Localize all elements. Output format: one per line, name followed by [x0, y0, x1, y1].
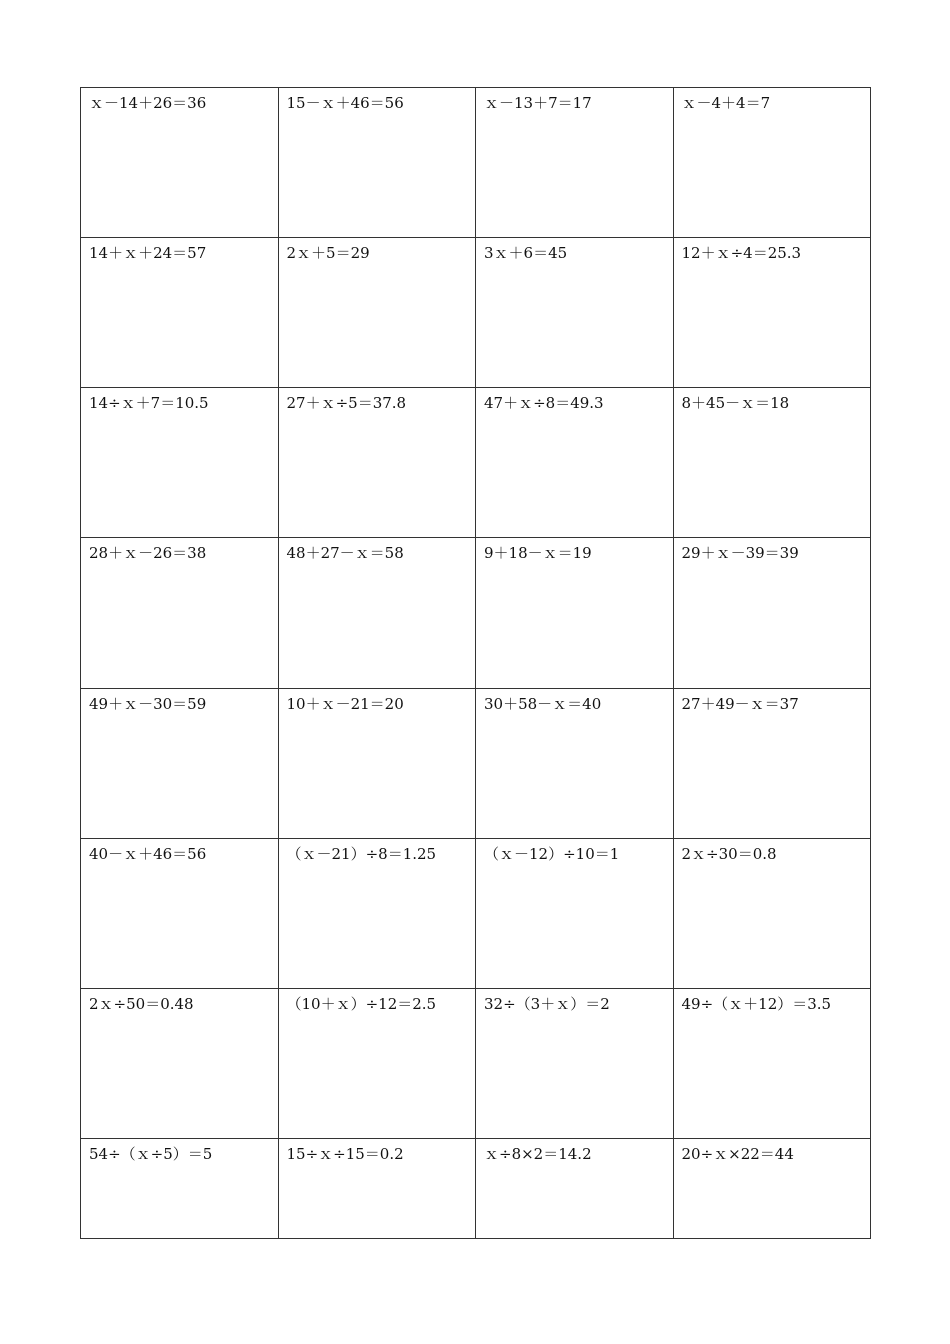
equation-text: 14÷ｘ＋7＝10.5 [89, 394, 209, 413]
equation-cell [278, 1138, 476, 1238]
equation-cell [673, 88, 871, 238]
equation-text: ｘ－14＋26＝36 [89, 94, 207, 112]
worksheet-row [81, 988, 871, 1138]
equation-text: 15÷ｘ÷15＝0.2 [286, 1144, 404, 1163]
equation-text: 2ｘ÷30＝0.8 [681, 844, 777, 863]
worksheet-row [81, 538, 871, 688]
equation-text: （ｘ－21）÷8＝1.25 [286, 844, 437, 863]
equation-text: 10＋ｘ－21＝20 [286, 694, 404, 713]
equation-worksheet-table [80, 87, 871, 1239]
equation-cell [476, 538, 674, 688]
equation-cell [278, 688, 476, 838]
equation-text: 9＋18－ｘ＝19 [484, 544, 592, 563]
equation-cell [278, 838, 476, 988]
equation-cell [81, 538, 279, 688]
equation-cell [673, 838, 871, 988]
equation-cell [673, 538, 871, 688]
equation-text: 12＋ｘ÷4＝25.3 [681, 244, 802, 263]
equation-text: 49＋ｘ－30＝59 [89, 694, 207, 713]
equation-text: 2ｘ＋5＝29 [286, 244, 370, 263]
equation-cell [81, 688, 279, 838]
equation-cell [673, 1138, 871, 1238]
equation-cell [278, 88, 476, 238]
equation-cell [81, 988, 279, 1138]
equation-cell [476, 88, 674, 238]
equation-text: 29＋ｘ－39＝39 [681, 544, 799, 563]
equation-text: 48＋27－ｘ＝58 [286, 544, 404, 563]
equation-text: 49÷（ｘ＋12）＝3.5 [681, 994, 832, 1013]
equation-cell [476, 238, 674, 388]
equation-text: 32÷（3＋ｘ）＝2 [484, 994, 610, 1013]
equation-cell [476, 388, 674, 538]
equation-text: （10＋ｘ）÷12＝2.5 [286, 994, 437, 1013]
equation-cell [81, 1138, 279, 1238]
equation-text: 20÷ｘ×22＝44 [681, 1144, 794, 1163]
equation-cell [673, 238, 871, 388]
equation-text: 14＋ｘ＋24＝57 [89, 244, 207, 263]
equation-cell [476, 1138, 674, 1238]
equation-cell [278, 988, 476, 1138]
equation-text: ｘ－4＋4＝7 [681, 94, 771, 112]
equation-cell [81, 838, 279, 988]
equation-cell [278, 238, 476, 388]
worksheet-row [81, 238, 871, 388]
equation-cell [278, 388, 476, 538]
equation-cell [673, 688, 871, 838]
equation-cell [673, 388, 871, 538]
equation-text: 40－ｘ＋46＝56 [89, 844, 207, 863]
equation-cell [81, 388, 279, 538]
worksheet-row [81, 838, 871, 988]
worksheet-row [81, 88, 871, 238]
equation-cell [81, 238, 279, 388]
equation-text: 8＋45－ｘ＝18 [681, 394, 790, 413]
equation-text: 15－ｘ＋46＝56 [286, 94, 404, 112]
equation-cell [476, 988, 674, 1138]
equation-text: 2ｘ÷50＝0.48 [89, 994, 194, 1013]
equation-text: （ｘ－12）÷10＝1 [484, 844, 620, 863]
equation-text: ｘ÷8×2＝14.2 [484, 1144, 592, 1163]
equation-text: 27＋ｘ÷5＝37.8 [286, 394, 407, 413]
worksheet-row [81, 388, 871, 538]
equation-cell [476, 838, 674, 988]
equation-cell [476, 688, 674, 838]
equation-text: 3ｘ＋6＝45 [484, 244, 568, 263]
worksheet-row [81, 1138, 871, 1238]
worksheet-row [81, 688, 871, 838]
equation-text: 47＋ｘ÷8＝49.3 [484, 394, 604, 413]
equation-text: 27＋49－ｘ＝37 [681, 694, 799, 713]
equation-text: 54÷（ｘ÷5）＝5 [89, 1144, 213, 1163]
equation-cell [673, 988, 871, 1138]
equation-text: ｘ－13＋7＝17 [484, 94, 592, 112]
equation-text: 30＋58－ｘ＝40 [484, 694, 602, 713]
equation-cell [278, 538, 476, 688]
equation-cell [81, 88, 279, 238]
equation-text: 28＋ｘ－26＝38 [89, 544, 207, 563]
